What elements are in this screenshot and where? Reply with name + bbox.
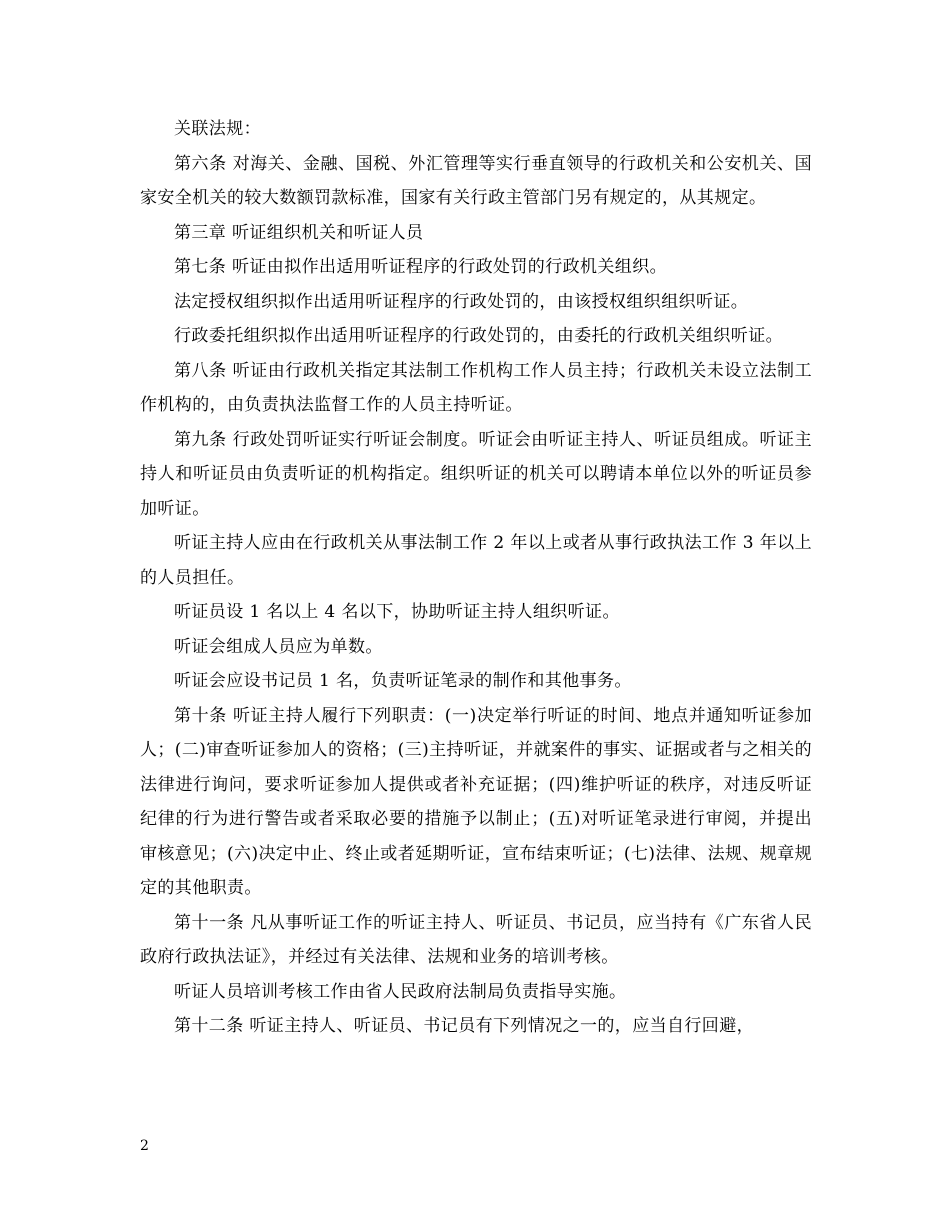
paragraph-article-9: 第九条 行政处罚听证实行听证会制度。听证会由听证主持人、听证员组成。听证主持人和听证员由负责听证的机构指定。组织听证的机关可以聘请本单位以外的听证员参加听证。 xyxy=(140,429,812,519)
paragraph-article-8: 第八条 听证由行政机关指定其法制工作机构工作人员主持；行政机关未设立法制工作机构的，由负责执法监督工作的人员主持听证。 xyxy=(140,360,812,415)
paragraph-article-12: 第十二条 听证主持人、听证员、书记员有下列情况之一的，应当自行回避， xyxy=(174,1016,755,1036)
paragraph-article-11-training: 听证人员培训考核工作由省人民政府法制局负责指导实施。 xyxy=(174,981,627,1002)
paragraph-article-10: 第十条 听证主持人履行下列职责：(一)决定举行听证的时间、地点并通知听证参加人；(二)审查听证参加人的资格；(三)主持听证，并就案件的事实、证据或者与之相关的法律进行询问，要求听证参加人提供或者补充证据；(四)维护听证的秩序，对违反听证纪律的行为进行警告或者采取必要的措施予以制止；(五)对听证笔录进行审阅，并提出审核意见；(六)决定中止、终止或者延期听证，宣布结束听证；(七)法律、法规、规章规定的其他职责。 xyxy=(140,705,812,898)
paragraph-article-9-members: 听证员设 1 名以上 4 名以下，协助听证主持人组织听证。 xyxy=(174,602,620,622)
paragraph-article-7-entrusted: 行政委托组织拟作出适用听证程序的行政处罚的，由委托的行政机关组织听证。 xyxy=(174,326,783,346)
paragraph-article-11: 第十一条 凡从事听证工作的听证主持人、听证员、书记员，应当持有《广东省人民政府行政执法证》，并经过有关法律、法规和业务的培训考核。 xyxy=(140,912,812,967)
paragraph-related-regulations: 关联法规： xyxy=(174,119,261,139)
paragraph-article-9-odd-number: 听证会组成人员应为单数。 xyxy=(174,636,383,657)
paragraph-article-9-host-qualification: 听证主持人应由在行政机关从事法制工作 2 年以上或者从事行政执法工作 3 年以上的人员担任。 xyxy=(140,533,812,588)
document-body xyxy=(140,112,812,1044)
paragraph-article-7-authorized: 法定授权组织拟作出适用听证程序的行政处罚的，由该授权组织组织听证。 xyxy=(174,291,749,312)
page-number: 2 xyxy=(140,1138,149,1154)
paragraph-article-9-clerk: 听证会应设书记员 1 名，负责听证笔录的制作和其他事务。 xyxy=(174,671,632,691)
paragraph-article-6: 第六条 对海关、金融、国税、外汇管理等实行垂直领导的行政机关和公安机关、国家安全机关的较大数额罚款标准，国家有关行政主管部门另有规定的，从其规定。 xyxy=(140,153,812,208)
chapter-3-heading: 第三章 听证组织机关和听证人员 xyxy=(174,222,424,243)
paragraph-article-7: 第七条 听证由拟作出适用听证程序的行政处罚的行政机关组织。 xyxy=(174,257,668,277)
